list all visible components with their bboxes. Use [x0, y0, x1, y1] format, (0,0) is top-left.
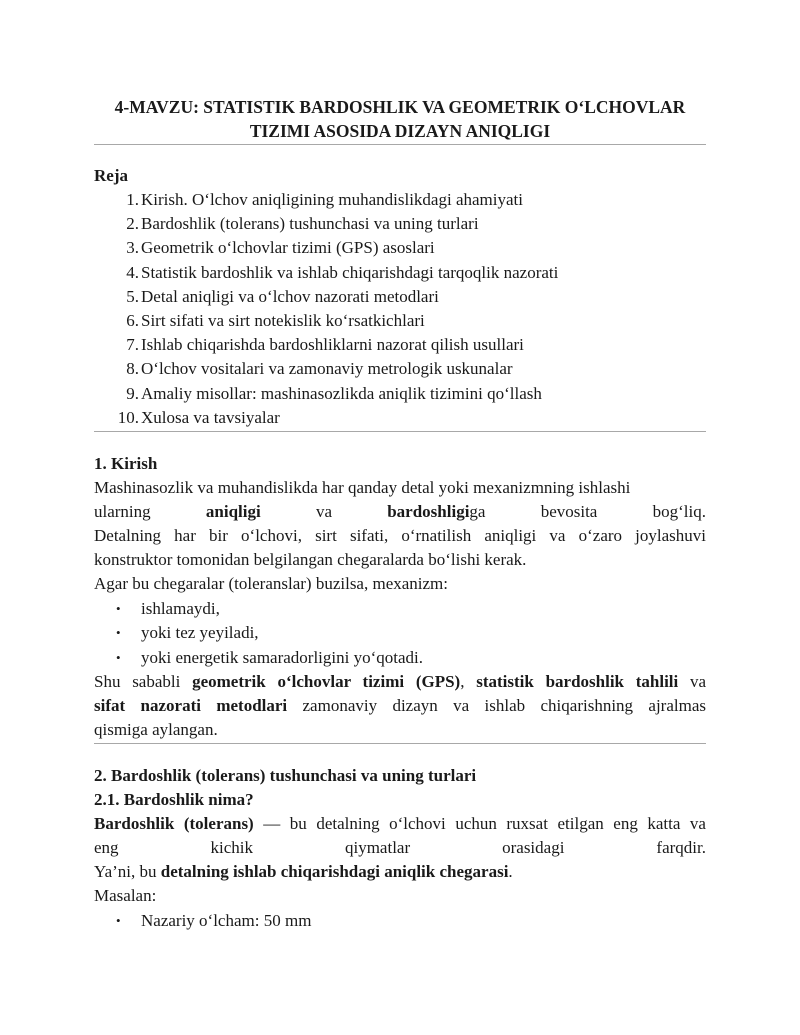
paragraph-line: eng kichik qiymatlar orasidagi farqdir. [94, 838, 706, 857]
paragraph-line: Ya’ni, bu detalning ishlab chiqarishdagi aniqlik chegarasi. [94, 862, 513, 881]
list-number: 3. [126, 238, 139, 258]
bullet-icon: • [116, 913, 121, 928]
list-number: 4. [126, 262, 139, 282]
list-number: 2. [126, 214, 139, 234]
list-number: 9. [126, 383, 139, 403]
list-item-text: Kirish. O‘lchov aniqligining muhandislikdagi ahamiyati [141, 190, 523, 209]
bullet-icon: • [116, 601, 121, 616]
document-title [94, 95, 706, 143]
document-page: 4-MAVZU: STATISTIK BARDOSHLIK VA GEOMETRIK O‘LCHOVLAR TIZIMI ASOSIDA DIZAYN ANIQLIGI Reja 1. Kirish. O‘lchov aniqligining muhandislikdagi ahamiyati 2. Bardoshlik (tolerans) tushunchasi va uning turlari 3. Geometrik o‘lchovlar tizimi (GPS) asoslari 4. Statistik bardoshlik va ishlab chiqarishdagi tarqoqlik nazorati 5. Detal aniqligi va o‘lchov nazorati metodlari 6. Sirt sifati va sirt notekislik ko‘rsatkichlari 7. Ishlab chiqarishda bardoshliklarni nazorat qilish usullari 8. O‘lchov vositalari va zamonaviy metrologik uskunalar 9. Amaliy misollar: mashinasozlikda aniqlik tizimini qo‘llash 10. Xulosa va tavsiyalar 1. Kirish Mashinasozlik va muhandislikda har qanday detal yoki mexanizmning ishlashi ularning aniqligi va bardoshligiga bevosita bog‘liq. Detalning har bir o‘lchovi, sirt sifati, o‘rnatilish aniqligi va o‘zaro joylashuvi konstruktor tomonidan belgilangan chegaralarda bo‘lishi kerak. Agar bu chegaralar (toleranslar) buzilsa, mexanizm: • ishlamaydi, • yoki tez yeyiladi, • yoki energetik samaradorligini yo‘qotadi. Shu sababli geometrik o‘lchovlar tizimi (GPS), statistik bardoshlik tahlili va sifat nazorati metodlari zamonaviy dizayn va ishlab chiqarishning ajralmas qismiga aylangan. 2. Bardoshlik (tolerans) tushunchasi va uning turlari 2.1. Bardoshlik nima? Bardoshlik (tolerans) — bu detalning o‘lchovi uchun ruxsat etilgan eng katta va eng kichik qiymatlar orasidagi farqdir. Ya’ni, bu detalning ishlab chiqarishdagi aniqlik chegarasi. Masalan: • Nazariy o‘lcham: 50 mm [0, 0, 800, 1035]
subsection-heading: 2.1. Bardoshlik nima? [94, 790, 254, 809]
paragraph-line: Detalning har bir o‘lchovi, sirt sifati, o‘rnatilish aniqligi va o‘zaro joylashuvi [94, 526, 706, 545]
list-item-text: Bardoshlik (tolerans) tushunchasi va uning turlari [141, 214, 479, 234]
paragraph-line: Bardoshlik (tolerans) — bu detalning o‘lchovi uchun ruxsat etilgan eng katta va [94, 814, 706, 833]
divider [94, 144, 706, 145]
list-number: 8. [126, 359, 139, 379]
paragraph-line: Mashinasozlik va muhandislikda har qanday detal yoki mexanizmning ishlashi [94, 478, 631, 497]
list-number: 10. [117, 407, 139, 427]
list-number: 1. [126, 190, 139, 209]
list-item-text: Sirt sifati va sirt notekislik ko‘rsatkichlari [141, 311, 425, 330]
paragraph-line: Agar bu chegaralar (toleranslar) buzilsa, mexanizm: [94, 574, 449, 593]
section-heading-kirish: 1. Kirish [94, 454, 158, 473]
list-item-text: O‘lchov vositalari va zamonaviy metrologik uskunalar [141, 359, 513, 379]
list-item-text: Statistik bardoshlik va ishlab chiqarishdagi tarqoqlik nazorati [141, 262, 559, 282]
paragraph-line: qismiga aylangan. [94, 720, 218, 739]
divider [94, 743, 706, 744]
list-item-text: Xulosa va tavsiyalar [141, 407, 280, 427]
paragraph-line: sifat nazorati metodlari zamonaviy dizayn va ishlab chiqarishning ajralmas [94, 696, 707, 715]
divider [94, 431, 706, 432]
list-item-text: Ishlab chiqarishda bardoshliklarni nazorat qilish usullari [141, 335, 524, 355]
list-number: 7. [126, 335, 139, 355]
paragraph-line: Masalan: [94, 886, 157, 905]
list-number: 5. [126, 286, 139, 306]
list-item-text: Detal aniqligi va o‘lchov nazorati metodlari [141, 286, 439, 306]
paragraph-line: konstruktor tomonidan belgilangan chegaralarda bo‘lishi kerak. [94, 550, 527, 569]
list-item-text: Amaliy misollar: mashinasozlikda aniqlik tizimini qo‘llash [141, 383, 542, 403]
bullet-icon: • [116, 650, 121, 665]
list-number: 6. [126, 311, 139, 330]
bullet-icon: • [116, 625, 121, 640]
paragraph-line: Shu sababli geometrik o‘lchovlar tizimi (GPS), statistik bardoshlik tahlili va [94, 672, 707, 691]
title-line-2: TIZIMI ASOSIDA DIZAYN ANIQLIGI [249, 121, 551, 141]
list-item-text: Geometrik o‘lchovlar tizimi (GPS) asoslari [141, 238, 435, 258]
title-line-1: 4-MAVZU: STATISTIK BARDOSHLIK VA GEOMETRIK O‘LCHOVLAR [114, 97, 686, 117]
reja-heading: Reja [94, 166, 128, 185]
paragraph-line: ularning aniqligi va bardoshligiga bevosita bog‘liq. [94, 502, 706, 521]
section-heading-bardoshlik: 2. Bardoshlik (tolerans) tushunchasi va uning turlari [94, 766, 477, 785]
